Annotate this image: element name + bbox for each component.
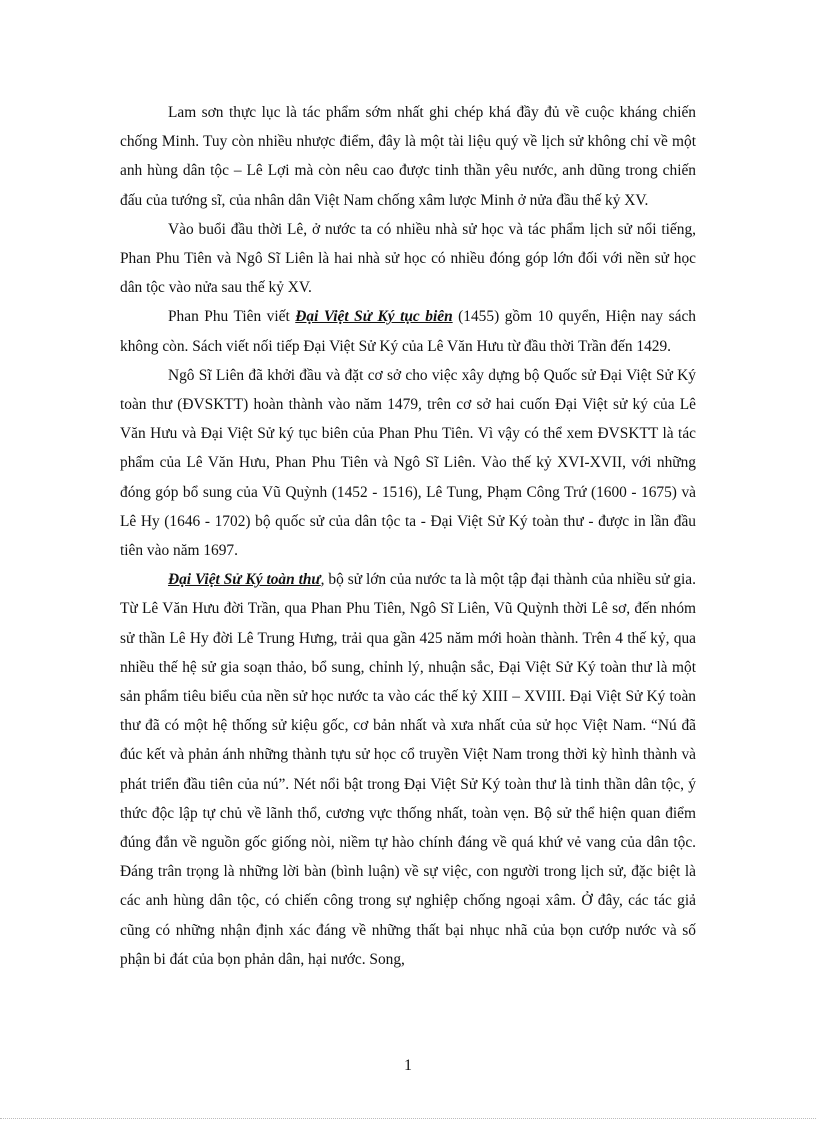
- body-text: [120, 98, 696, 974]
- book-title: Đại Việt Sử Ký toàn thư: [168, 571, 321, 589]
- paragraph-text: Vào buổi đầu thời Lê, ở nước ta có nhiều nhà sử học và tác phẩm lịch sử nổi tiếng, Phan Phu Tiên và Ngô Sĩ Liên là hai nhà sử học có nhiều đóng góp lớn đối với nền sử học dân tộc vào nửa sau thế kỷ XV.: [120, 220, 696, 297]
- paragraph-text: (1455) gồm 10 quyển, Hiện nay sách không còn. Sách viết nối tiếp Đại Việt Sử Ký của Lê Văn Hưu từ đầu thời Trần đến 1429.: [120, 308, 696, 355]
- paragraph-4: [120, 361, 696, 565]
- paragraph-2: [120, 215, 696, 303]
- paragraph-text: Phan Phu Tiên viết: [168, 308, 296, 326]
- paragraph-3: [120, 302, 696, 360]
- paragraph-1: [120, 98, 696, 215]
- paragraph-text: Lam sơn thực lục là tác phẩm sớm nhất ghi chép khá đầy đủ về cuộc kháng chiến chống Minh. Tuy còn nhiều nhược điểm, đây là một tài liệu quý về lịch sử không chỉ về một anh hùng dân tộc – Lê Lợi mà còn nêu cao được tinh thần yêu nước, anh dũng trong chiến đấu của tướng sĩ, của nhân dân Việt Nam chống xâm lược Minh ở nửa đầu thế kỷ XV.: [120, 104, 696, 209]
- paragraph-text: , bộ sử lớn của nước ta là một tập đại thành của nhiều sử gia. Từ Lê Văn Hưu đời Trần, qua Phan Phu Tiên, Ngô Sĩ Liên, Vũ Quỳnh thời Lê sơ, đến nhóm sử thần Lê Hy đời Lê Trung Hưng, trải qua gần 425 năm mới hoàn thành. Trên 4 thế kỷ, qua nhiều thế hệ sử gia soạn thảo, bổ sung, chỉnh lý, nhuận sắc, Đại Việt Sử Ký toàn thư là một sản phẩm tiêu biểu của nền sử học nước ta vào các thế kỷ XIII – XVIII. Đại Việt Sử Ký toàn thư đã có một hệ thống sử kiệu gốc, cơ bản nhất và xưa nhất của sử học Việt Nam. “Nú đã đúc kết và phản ánh những thành tựu sử học cổ truyền Việt Nam trong thời kỳ hình thành và phát triển đầu tiên của nú”. Nét nổi bật trong Đại Việt Sử Ký toàn thư là tinh thần dân tộc, ý thức độc lập tự chủ về lãnh thổ, cương vực thống nhất, toàn vẹn. Bộ sử thể hiện quan điểm đúng đắn về nguồn gốc giống nòi, niềm tự hào chính đáng về quá khứ vẻ vang của dân tộc. Đáng trân trọng là những lời bàn (bình luận) về sự việc, con người trong lịch sử, đặc biệt là các anh hùng dân tộc, có chiến công trong sự nghiệp chống ngoại xâm. Ở đây, các tác giả cũng có những nhận định xác đáng về những thất bại nhục nhã của bọn cướp nước và số phận bi đát của bọn phản dân, hại nước. Song,: [120, 571, 696, 968]
- book-title: Đại Việt Sử Ký tục biên: [295, 308, 453, 326]
- paragraph-text: Ngô Sĩ Liên đã khởi đầu và đặt cơ sở cho việc xây dựng bộ Quốc sử Đại Việt Sử Ký toàn thư (ĐVSKTT) hoàn thành vào năm 1479, trên cơ sở hai cuốn Đại Việt sử ký của Lê Văn Hưu và Đại Việt Sử ký tục biên của Phan Phu Tiên. Vì vậy có thể xem ĐVSKTT là tác phẩm của Lê Văn Hưu, Phan Phu Tiên và Ngô Sĩ Liên. Vào thế kỷ XVI-XVII, với những đóng góp bổ sung của Vũ Quỳnh (1452 - 1516), Lê Tung, Phạm Công Trứ (1600 - 1675) và Lê Hy (1646 - 1702) bộ quốc sử của dân tộc ta - Đại Việt Sử Ký toàn thư - được in lần đầu tiên vào năm 1697.: [120, 366, 696, 560]
- paragraph-5: [120, 565, 696, 974]
- page-number: 1: [404, 1057, 412, 1074]
- page-bottom-divider: [0, 1118, 816, 1119]
